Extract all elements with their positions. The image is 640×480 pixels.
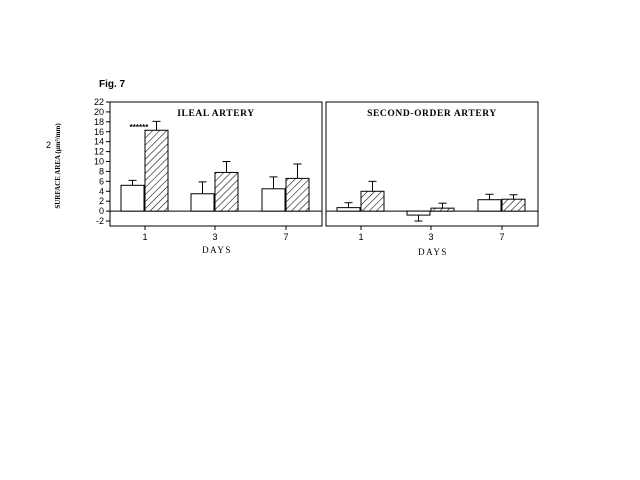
hatched-bar <box>215 172 238 211</box>
y-tick-label: 8 <box>98 166 104 177</box>
significance-marker: ****** <box>129 123 149 132</box>
y-tick-label: -2 <box>95 216 104 227</box>
hatched-bar <box>431 208 454 211</box>
y-tick-label: 18 <box>93 116 104 127</box>
open-bar <box>262 189 285 211</box>
y-tick-label: 10 <box>93 156 104 167</box>
y-tick-label: 6 <box>98 176 104 187</box>
second-order-artery-panel <box>326 102 538 257</box>
open-bar <box>121 185 144 211</box>
y-tick-label: 20 <box>93 106 104 117</box>
open-bar <box>191 194 214 211</box>
x-tick-label: 7 <box>499 232 505 242</box>
ileal-artery-panel <box>94 97 322 255</box>
figure-label: Fig. 7 <box>99 79 126 90</box>
ileal-artery-title: ILEAL ARTERY <box>177 109 255 119</box>
open-bar <box>337 208 360 211</box>
x-tick-label: 3 <box>428 232 434 242</box>
y-tick-label: 22 <box>93 97 104 107</box>
hatched-bar <box>145 130 168 211</box>
y-tick-label: 12 <box>93 146 104 157</box>
hatched-bar <box>502 199 525 211</box>
x-tick-label: 3 <box>212 232 218 242</box>
x-tick-label: 1 <box>358 232 364 242</box>
ileal-artery-x-axis-label: DAYS <box>202 245 232 255</box>
y-tick-label: 2 <box>98 196 104 207</box>
x-tick-label: 7 <box>283 232 289 242</box>
y-axis-label-text: SURFACE AREA (µm²/mm) <box>54 123 62 209</box>
hatched-bar <box>361 191 384 211</box>
second-order-artery-x-axis-label: DAYS <box>418 247 448 257</box>
hatched-bar <box>286 178 309 211</box>
y-tick-label: 0 <box>98 206 104 217</box>
y-tick-label: 4 <box>98 186 104 197</box>
x-tick-label: 1 <box>142 232 148 242</box>
y-axis-label <box>54 123 62 209</box>
open-bar <box>407 211 430 215</box>
y-tick-label: 16 <box>93 126 104 137</box>
second-order-artery-title: SECOND-ORDER ARTERY <box>367 109 497 119</box>
y-tick-label: 14 <box>93 136 104 147</box>
y-axis-label-superscript: 2 <box>46 140 52 150</box>
open-bar <box>478 200 501 211</box>
